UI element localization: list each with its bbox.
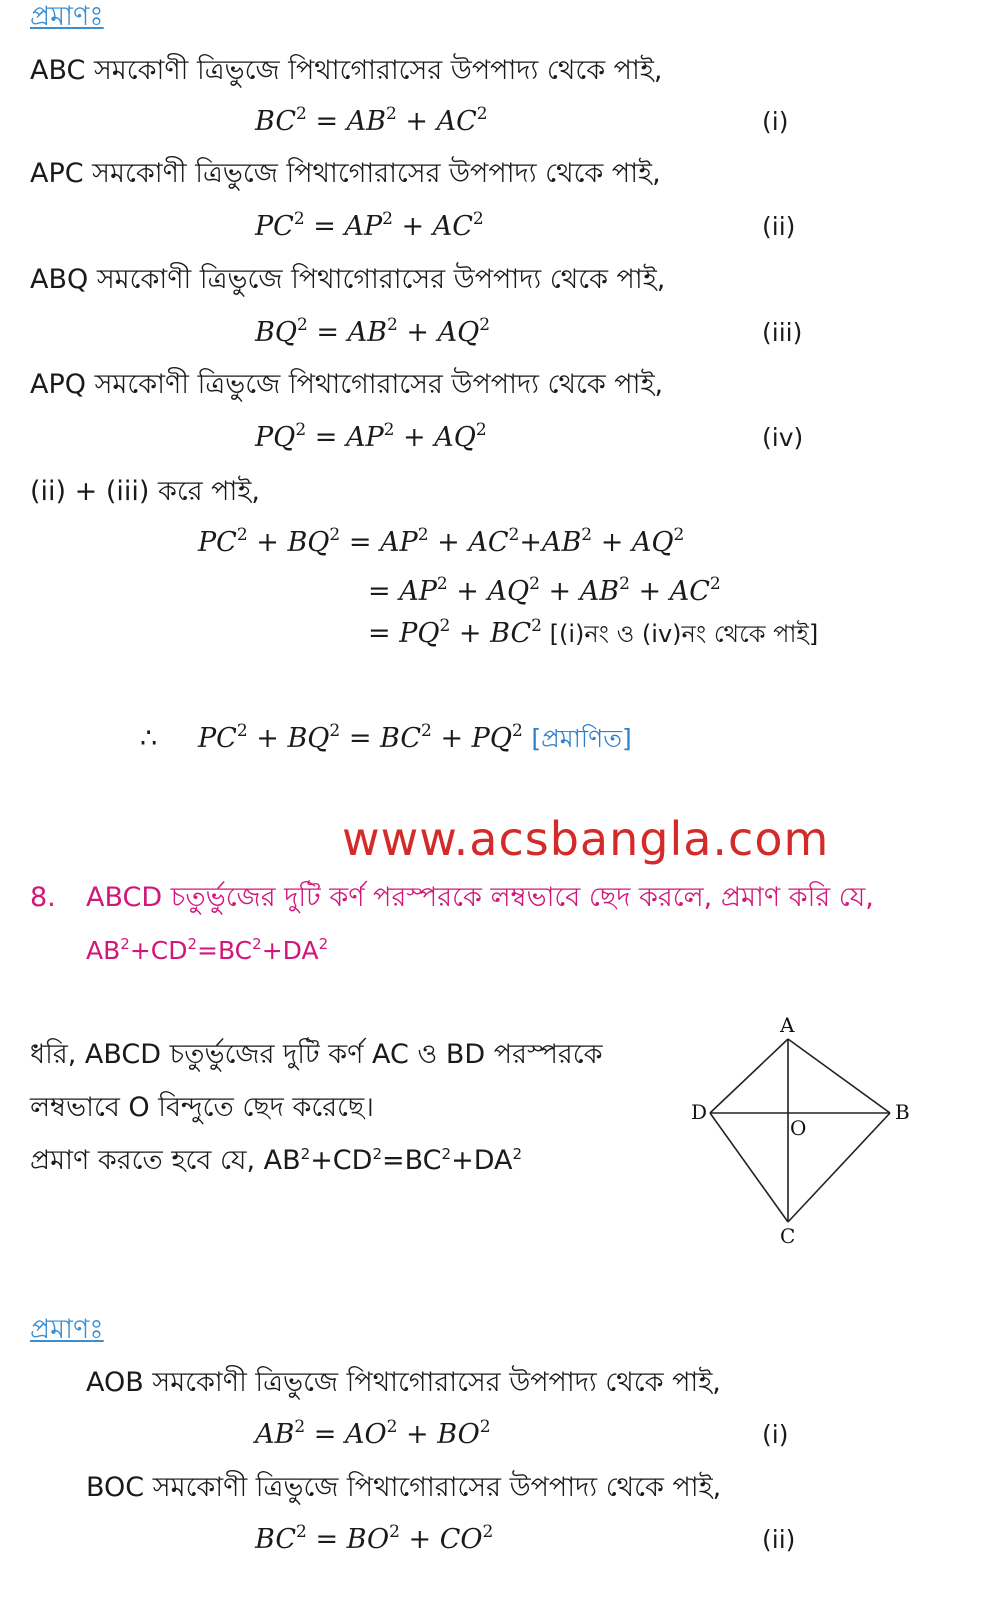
equation: $PC^2 = AP^2 + AC^2$ — [255, 209, 484, 242]
equation-tag: (ii) — [762, 1525, 796, 1554]
step-text: BOC সমকোণী ত্রিভুজে পিথাগোরাসের উপপাদ্য থেকে পাই, — [86, 1472, 722, 1503]
label-c: C — [780, 1224, 796, 1248]
add-step-text: (ii) + (iii) করে পাই, — [30, 476, 260, 507]
equation-tag: (ii) — [762, 212, 796, 241]
therefore-symbol: ∴ — [140, 723, 158, 754]
equation: $AB^2 = AO^2 + BO^2$ — [255, 1417, 491, 1450]
equation: $BC^2 = BO^2 + CO^2$ — [255, 1522, 494, 1555]
label-d: D — [691, 1100, 708, 1124]
quadrilateral-figure — [680, 1010, 920, 1250]
step-text: ABQ সমকোণী ত্রিভুজে পিথাগোরাসের উপপাদ্য থেকে পাই, — [30, 264, 666, 295]
sum-equation-line-2: = $AP^2 + AQ^2 + AB^2 + AC^2$ — [368, 574, 721, 607]
step-text: APQ সমকোণী ত্রিভুজে পিথাগোরাসের উপপাদ্য থেকে পাই, — [30, 369, 664, 400]
equation: $BC^2 = AB^2 + AC^2$ — [255, 104, 488, 137]
step-text: AOB সমকোণী ত্রিভুজে পিথাগোরাসের উপপাদ্য থেকে পাই, — [86, 1367, 721, 1398]
step-text: APC সমকোণী ত্রিভুজে পিথাগোরাসের উপপাদ্য থেকে পাই, — [30, 158, 661, 189]
equation-tag: (iii) — [762, 318, 803, 347]
to-prove-line: প্রমাণ করতে হবে যে, $AB^2+CD^2=BC^2+DA^2$ — [30, 1145, 523, 1176]
equation: $BQ^2 = AB^2 + AQ^2$ — [255, 315, 491, 348]
problem-formula: $AB^2+CD^2=BC^2+DA^2$ — [86, 935, 329, 965]
watermark-link[interactable]: www.acsbangla.com — [342, 812, 830, 866]
label-a: A — [780, 1013, 795, 1037]
step-text: ABC সমকোণী ত্রিভুজে পিথাগোরাসের উপপাদ্য থেকে পাই, — [30, 55, 663, 86]
proof-heading[interactable]: প্রমাণঃ — [30, 1314, 104, 1345]
label-b: B — [895, 1100, 910, 1124]
sum-equation-line-3: = $PQ^2 + BC^2$ [(i)নং ও (iv)নং থেকে পাই] — [368, 616, 819, 649]
sum-equation-line-1: $PC^2 + BQ^2 = AP^2 + AC^2+AB^2 + AQ^2$ — [198, 525, 685, 558]
label-o: O — [790, 1116, 807, 1140]
side-ab — [788, 1039, 890, 1113]
equation-tag: (i) — [762, 1420, 789, 1449]
problem-statement: ABCD চতুর্ভুজের দুটি কর্ণ পরস্পরকে লম্বভাবে ছেদ করলে, প্রমাণ করি যে, — [86, 882, 874, 913]
equation-tag: (i) — [762, 107, 789, 136]
problem-number: 8. — [30, 882, 56, 913]
equation: $PQ^2 = AP^2 + AQ^2$ — [255, 420, 487, 453]
proof-heading[interactable]: প্রমাণঃ — [30, 1, 104, 32]
side-cd — [710, 1113, 788, 1222]
equation-tag: (iv) — [762, 423, 804, 452]
side-da — [710, 1039, 788, 1113]
proved-label: [প্রমাণিত] — [531, 724, 632, 753]
given-line-1: ধরি, ABCD চতুর্ভুজের দুটি কর্ণ AC ও BD পরস্পরকে — [30, 1039, 603, 1070]
given-line-2: লম্বভাবে O বিন্দুতে ছেদ করেছে। — [30, 1092, 374, 1123]
conclusion-equation: $PC^2 + BQ^2 = BC^2 + PQ^2$ [প্রমাণিত] — [198, 721, 632, 754]
